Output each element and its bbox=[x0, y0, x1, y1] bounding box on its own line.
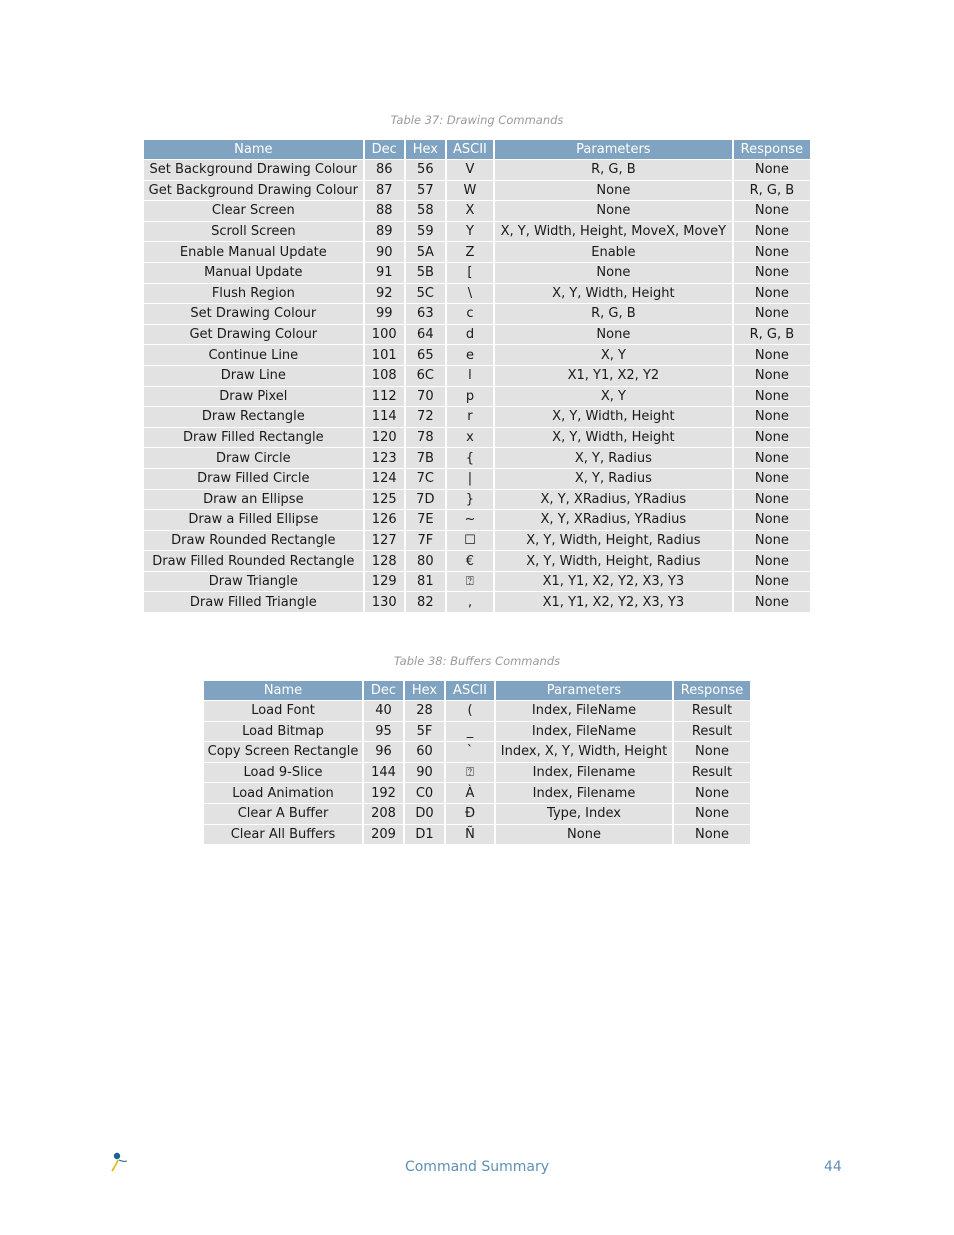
cell-response: None bbox=[734, 531, 810, 552]
cell-parameters: None bbox=[495, 325, 732, 346]
cell-ascii: l bbox=[447, 366, 493, 387]
cell-hex: 5A bbox=[406, 242, 445, 263]
cell-response: None bbox=[734, 510, 810, 531]
cell-ascii: x bbox=[447, 428, 493, 449]
cell-parameters: X, Y, Width, Height bbox=[495, 407, 732, 428]
cell-parameters: X, Y, Width, Height, Radius bbox=[495, 551, 732, 572]
cell-ascii: ( bbox=[446, 701, 494, 722]
table-row bbox=[144, 304, 810, 325]
cell-name: Get Drawing Colour bbox=[144, 325, 363, 346]
cell-name: Draw Filled Circle bbox=[144, 469, 363, 490]
cell-name: Manual Update bbox=[144, 263, 363, 284]
cell-hex: 80 bbox=[406, 551, 445, 572]
cell-hex: 78 bbox=[406, 428, 445, 449]
cell-hex: 70 bbox=[406, 387, 445, 408]
cell-ascii: Ð bbox=[446, 804, 494, 825]
cell-response: None bbox=[734, 572, 810, 593]
cell-hex: 65 bbox=[406, 345, 445, 366]
cell-ascii: [ bbox=[447, 263, 493, 284]
cell-parameters: Index, X, Y, Width, Height bbox=[496, 742, 672, 763]
cell-name: Load Bitmap bbox=[204, 722, 362, 743]
cell-dec: 124 bbox=[365, 469, 404, 490]
table-row bbox=[204, 804, 750, 825]
cell-parameters: Index, FileName bbox=[496, 722, 672, 743]
cell-hex: 82 bbox=[406, 592, 445, 613]
cell-response: None bbox=[674, 804, 750, 825]
cell-ascii: { bbox=[447, 448, 493, 469]
column-header-ascii: ASCII bbox=[446, 681, 494, 701]
cell-dec: 101 bbox=[365, 345, 404, 366]
cell-response: R, G, B bbox=[734, 325, 810, 346]
cell-ascii: Ñ bbox=[446, 825, 494, 846]
cell-ascii: \ bbox=[447, 284, 493, 305]
cell-response: None bbox=[734, 490, 810, 511]
column-header-hex: Hex bbox=[406, 140, 445, 160]
cell-ascii: ☐ bbox=[447, 531, 493, 552]
cell-ascii: e bbox=[447, 345, 493, 366]
cell-response: Result bbox=[674, 763, 750, 784]
cell-dec: 90 bbox=[365, 242, 404, 263]
cell-parameters: R, G, B bbox=[495, 160, 732, 181]
cell-ascii: _ bbox=[446, 722, 494, 743]
table-row bbox=[144, 366, 810, 387]
cell-hex: 7B bbox=[406, 448, 445, 469]
cell-name: Set Background Drawing Colour bbox=[144, 160, 363, 181]
cell-parameters: R, G, B bbox=[495, 304, 732, 325]
cell-hex: C0 bbox=[405, 783, 444, 804]
cell-parameters: Index, FileName bbox=[496, 701, 672, 722]
table-row bbox=[204, 722, 750, 743]
cell-name: Draw a Filled Ellipse bbox=[144, 510, 363, 531]
table-row bbox=[144, 222, 810, 243]
table-row bbox=[144, 592, 810, 613]
cell-hex: 56 bbox=[406, 160, 445, 181]
cell-dec: 120 bbox=[365, 428, 404, 449]
cell-ascii: ` bbox=[446, 742, 494, 763]
table-row bbox=[144, 387, 810, 408]
cell-ascii: ⍰ bbox=[447, 572, 493, 593]
table-header-row bbox=[144, 140, 810, 160]
cell-ascii: } bbox=[447, 490, 493, 511]
cell-hex: 28 bbox=[405, 701, 444, 722]
column-header-response: Response bbox=[734, 140, 810, 160]
cell-ascii: W bbox=[447, 181, 493, 202]
column-header-name: Name bbox=[144, 140, 363, 160]
cell-response: None bbox=[734, 592, 810, 613]
cell-name: Copy Screen Rectangle bbox=[204, 742, 362, 763]
cell-parameters: X, Y bbox=[495, 345, 732, 366]
cell-response: None bbox=[674, 783, 750, 804]
cell-response: None bbox=[674, 742, 750, 763]
cell-hex: 90 bbox=[405, 763, 444, 784]
column-header-parameters: Parameters bbox=[496, 681, 672, 701]
table-row bbox=[204, 763, 750, 784]
cell-response: None bbox=[734, 201, 810, 222]
cell-dec: 87 bbox=[365, 181, 404, 202]
cell-dec: 91 bbox=[365, 263, 404, 284]
page-number: 44 bbox=[824, 1159, 842, 1175]
cell-dec: 128 bbox=[365, 551, 404, 572]
cell-ascii: ⍰ bbox=[446, 763, 494, 784]
cell-parameters: X, Y, XRadius, YRadius bbox=[495, 510, 732, 531]
cell-dec: 130 bbox=[365, 592, 404, 613]
cell-dec: 127 bbox=[365, 531, 404, 552]
cell-response: None bbox=[734, 366, 810, 387]
cell-hex: 60 bbox=[405, 742, 444, 763]
table-row bbox=[204, 825, 750, 846]
cell-dec: 208 bbox=[364, 804, 403, 825]
cell-hex: 6C bbox=[406, 366, 445, 387]
cell-dec: 95 bbox=[364, 722, 403, 743]
cell-name: Load Font bbox=[204, 701, 362, 722]
cell-response: None bbox=[734, 345, 810, 366]
cell-dec: 209 bbox=[364, 825, 403, 846]
cell-name: Set Drawing Colour bbox=[144, 304, 363, 325]
cell-name: Continue Line bbox=[144, 345, 363, 366]
cell-response: None bbox=[734, 160, 810, 181]
cell-name: Load Animation bbox=[204, 783, 362, 804]
cell-dec: 88 bbox=[365, 201, 404, 222]
cell-dec: 100 bbox=[365, 325, 404, 346]
cell-parameters: X1, Y1, X2, Y2, X3, Y3 bbox=[495, 592, 732, 613]
cell-parameters: X1, Y1, X2, Y2, X3, Y3 bbox=[495, 572, 732, 593]
cell-parameters: None bbox=[496, 825, 672, 846]
table-row bbox=[144, 510, 810, 531]
cell-response: None bbox=[734, 551, 810, 572]
cell-hex: 5B bbox=[406, 263, 445, 284]
table-row bbox=[144, 551, 810, 572]
cell-response: R, G, B bbox=[734, 181, 810, 202]
cell-response: None bbox=[734, 407, 810, 428]
cell-ascii: d bbox=[447, 325, 493, 346]
cell-ascii: Z bbox=[447, 242, 493, 263]
cell-parameters: Index, Filename bbox=[496, 783, 672, 804]
cell-name: Scroll Screen bbox=[144, 222, 363, 243]
cell-hex: 7D bbox=[406, 490, 445, 511]
cell-hex: 58 bbox=[406, 201, 445, 222]
cell-dec: 96 bbox=[364, 742, 403, 763]
cell-dec: 112 bbox=[365, 387, 404, 408]
cell-dec: 92 bbox=[365, 284, 404, 305]
cell-name: Draw Rounded Rectangle bbox=[144, 531, 363, 552]
cell-name: Enable Manual Update bbox=[144, 242, 363, 263]
cell-parameters: Enable bbox=[495, 242, 732, 263]
cell-response: None bbox=[734, 428, 810, 449]
column-header-name: Name bbox=[204, 681, 362, 701]
cell-dec: 40 bbox=[364, 701, 403, 722]
cell-name: Draw Filled Triangle bbox=[144, 592, 363, 613]
table-row bbox=[204, 701, 750, 722]
table-row bbox=[204, 783, 750, 804]
cell-name: Clear Screen bbox=[144, 201, 363, 222]
cell-response: Result bbox=[674, 701, 750, 722]
table-row bbox=[144, 160, 810, 181]
table-row bbox=[144, 572, 810, 593]
cell-ascii: ~ bbox=[447, 510, 493, 531]
cell-name: Draw Circle bbox=[144, 448, 363, 469]
table-row bbox=[144, 407, 810, 428]
cell-hex: 7E bbox=[406, 510, 445, 531]
cell-parameters: X, Y bbox=[495, 387, 732, 408]
table-row bbox=[144, 469, 810, 490]
cell-name: Draw Pixel bbox=[144, 387, 363, 408]
table-row bbox=[144, 428, 810, 449]
cell-hex: 57 bbox=[406, 181, 445, 202]
cell-parameters: None bbox=[495, 181, 732, 202]
column-header-dec: Dec bbox=[365, 140, 404, 160]
table-row bbox=[144, 263, 810, 284]
cell-hex: 63 bbox=[406, 304, 445, 325]
cell-parameters: X, Y, XRadius, YRadius bbox=[495, 490, 732, 511]
cell-ascii: X bbox=[447, 201, 493, 222]
column-header-ascii: ASCII bbox=[447, 140, 493, 160]
cell-response: None bbox=[734, 387, 810, 408]
cell-name: Draw Filled Rounded Rectangle bbox=[144, 551, 363, 572]
cell-response: None bbox=[734, 263, 810, 284]
cell-name: Clear A Buffer bbox=[204, 804, 362, 825]
cell-dec: 86 bbox=[365, 160, 404, 181]
cell-parameters: X, Y, Radius bbox=[495, 469, 732, 490]
cell-parameters: X, Y, Width, Height, Radius bbox=[495, 531, 732, 552]
buffers-commands-table bbox=[202, 681, 752, 845]
cell-dec: 126 bbox=[365, 510, 404, 531]
cell-parameters: X, Y, Width, Height bbox=[495, 284, 732, 305]
column-header-dec: Dec bbox=[364, 681, 403, 701]
cell-hex: 7F bbox=[406, 531, 445, 552]
cell-ascii: p bbox=[447, 387, 493, 408]
column-header-response: Response bbox=[674, 681, 750, 701]
cell-name: Clear All Buffers bbox=[204, 825, 362, 846]
cell-dec: 123 bbox=[365, 448, 404, 469]
cell-ascii: V bbox=[447, 160, 493, 181]
cell-hex: 59 bbox=[406, 222, 445, 243]
table-row bbox=[144, 531, 810, 552]
table-row bbox=[144, 325, 810, 346]
table-row bbox=[144, 448, 810, 469]
cell-parameters: X1, Y1, X2, Y2 bbox=[495, 366, 732, 387]
cell-response: None bbox=[734, 222, 810, 243]
table-header-row bbox=[204, 681, 750, 701]
cell-name: Flush Region bbox=[144, 284, 363, 305]
cell-parameters: None bbox=[495, 263, 732, 284]
cell-hex: 5F bbox=[405, 722, 444, 743]
cell-hex: 81 bbox=[406, 572, 445, 593]
table-row bbox=[144, 284, 810, 305]
cell-parameters: Type, Index bbox=[496, 804, 672, 825]
column-header-parameters: Parameters bbox=[495, 140, 732, 160]
cell-parameters: X, Y, Width, Height bbox=[495, 428, 732, 449]
table-37-caption: Table 37: Drawing Commands bbox=[390, 113, 564, 127]
cell-response: None bbox=[734, 304, 810, 325]
cell-ascii: ‚ bbox=[447, 592, 493, 613]
cell-name: Draw Triangle bbox=[144, 572, 363, 593]
footer-section-title: Command Summary bbox=[404, 1159, 550, 1175]
cell-name: Load 9-Slice bbox=[204, 763, 362, 784]
cell-ascii: Y bbox=[447, 222, 493, 243]
table-row bbox=[144, 345, 810, 366]
cell-response: None bbox=[674, 825, 750, 846]
cell-dec: 114 bbox=[365, 407, 404, 428]
cell-response: None bbox=[734, 448, 810, 469]
cell-hex: 7C bbox=[406, 469, 445, 490]
table-row bbox=[144, 201, 810, 222]
cell-name: Draw Rectangle bbox=[144, 407, 363, 428]
cell-name: Draw Filled Rectangle bbox=[144, 428, 363, 449]
cell-response: None bbox=[734, 284, 810, 305]
cell-dec: 144 bbox=[364, 763, 403, 784]
table-38-caption: Table 38: Buffers Commands bbox=[393, 654, 561, 668]
cell-hex: D1 bbox=[405, 825, 444, 846]
cell-response: None bbox=[734, 242, 810, 263]
table-row bbox=[144, 490, 810, 511]
cell-hex: 5C bbox=[406, 284, 445, 305]
cell-response: Result bbox=[674, 722, 750, 743]
cell-parameters: None bbox=[495, 201, 732, 222]
table-row bbox=[204, 742, 750, 763]
cell-dec: 129 bbox=[365, 572, 404, 593]
cell-response: None bbox=[734, 469, 810, 490]
drawing-commands-table bbox=[142, 140, 812, 613]
cell-ascii: À bbox=[446, 783, 494, 804]
cell-name: Draw an Ellipse bbox=[144, 490, 363, 511]
cell-ascii: | bbox=[447, 469, 493, 490]
cell-hex: 72 bbox=[406, 407, 445, 428]
cell-ascii: € bbox=[447, 551, 493, 572]
cell-dec: 89 bbox=[365, 222, 404, 243]
cell-dec: 125 bbox=[365, 490, 404, 511]
cell-parameters: Index, Filename bbox=[496, 763, 672, 784]
table-row bbox=[144, 242, 810, 263]
cell-ascii: r bbox=[447, 407, 493, 428]
cell-name: Draw Line bbox=[144, 366, 363, 387]
cell-parameters: X, Y, Width, Height, MoveX, MoveY bbox=[495, 222, 732, 243]
cell-ascii: c bbox=[447, 304, 493, 325]
column-header-hex: Hex bbox=[405, 681, 444, 701]
cell-dec: 108 bbox=[365, 366, 404, 387]
cell-hex: D0 bbox=[405, 804, 444, 825]
cell-dec: 99 bbox=[365, 304, 404, 325]
table-row bbox=[144, 181, 810, 202]
cell-parameters: X, Y, Radius bbox=[495, 448, 732, 469]
cell-name: Get Background Drawing Colour bbox=[144, 181, 363, 202]
cell-hex: 64 bbox=[406, 325, 445, 346]
cell-dec: 192 bbox=[364, 783, 403, 804]
